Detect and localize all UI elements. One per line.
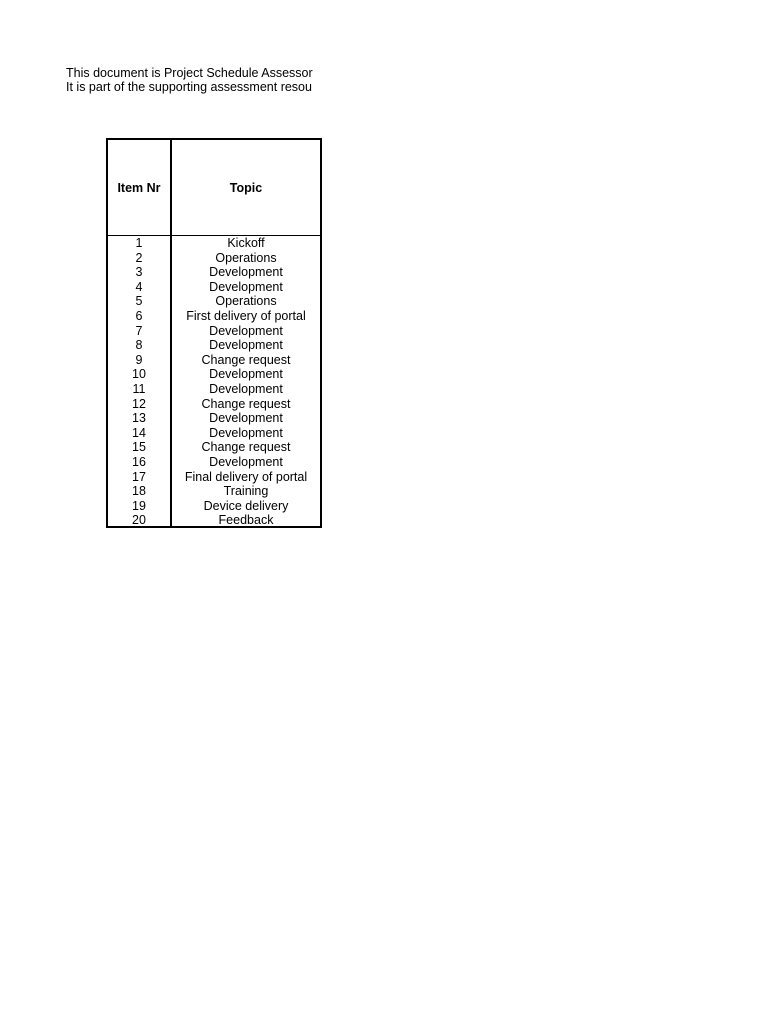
- item-nr-cell: 3: [135, 265, 143, 280]
- topic-cell: Operations: [215, 294, 277, 309]
- item-nr-cell: 2: [135, 250, 143, 265]
- table-row: [108, 455, 320, 470]
- table-row: [108, 324, 320, 339]
- table-row: [108, 513, 320, 528]
- table-body: [108, 236, 320, 528]
- table-row: [108, 353, 320, 368]
- item-nr-cell: 5: [135, 294, 143, 309]
- item-nr-cell: 6: [135, 308, 143, 323]
- topic-cell: Change request: [201, 440, 291, 455]
- item-nr-cell: 9: [135, 352, 143, 367]
- item-nr-cell: 11: [132, 381, 146, 396]
- table-row: [108, 338, 320, 353]
- table-row: [108, 484, 320, 499]
- item-nr-cell: 8: [135, 338, 143, 353]
- topic-cell: First delivery of portal: [186, 308, 306, 323]
- table-row: [108, 397, 320, 412]
- topic-cell: Final delivery of portal: [184, 469, 308, 484]
- table-row: [108, 251, 320, 266]
- item-nr-cell: 17: [132, 469, 146, 484]
- topic-cell: Development: [209, 411, 283, 426]
- item-nr-cell: 19: [132, 498, 146, 513]
- item-nr-cell: 20: [132, 513, 146, 528]
- table-row: [108, 236, 320, 251]
- item-nr-cell: 16: [132, 454, 146, 469]
- table-row: [108, 440, 320, 455]
- topic-cell: Change request: [201, 396, 291, 411]
- topic-cell: Development: [209, 454, 283, 469]
- table-row: [108, 280, 320, 295]
- item-nr-cell: 10: [132, 367, 146, 382]
- topic-cell: Development: [209, 265, 283, 280]
- topic-cell: Training: [223, 484, 269, 499]
- table-row: [108, 265, 320, 280]
- topic-cell: Device delivery: [203, 498, 289, 513]
- header-item-nr: Item Nr: [117, 180, 161, 195]
- topic-cell: Development: [209, 279, 283, 294]
- item-nr-cell: 1: [135, 236, 143, 250]
- table-row: [108, 309, 320, 324]
- topic-cell: Development: [209, 367, 283, 382]
- topic-cell: Development: [209, 381, 283, 396]
- topic-cell: Development: [209, 425, 283, 440]
- item-nr-cell: 14: [132, 425, 146, 440]
- item-nr-cell: 12: [132, 396, 146, 411]
- item-nr-cell: 13: [132, 411, 146, 426]
- topic-cell: Change request: [201, 352, 291, 367]
- schedule-table: [106, 138, 322, 528]
- table-row: [108, 426, 320, 441]
- intro-line-2: It is part of the supporting assessment resou: [66, 80, 312, 94]
- topic-cell: Development: [209, 323, 283, 338]
- item-nr-cell: 15: [132, 440, 146, 455]
- item-nr-cell: 18: [132, 484, 146, 499]
- table-row: [108, 470, 320, 485]
- table-row: [108, 382, 320, 397]
- topic-cell: Operations: [215, 250, 277, 265]
- table-row: [108, 411, 320, 426]
- item-nr-cell: 4: [135, 279, 143, 294]
- table-row: [108, 499, 320, 514]
- topic-cell: Kickoff: [227, 236, 265, 250]
- table-row: [108, 294, 320, 309]
- item-nr-cell: 7: [135, 323, 143, 338]
- intro-line-1: This document is Project Schedule Assessor: [66, 66, 313, 80]
- topic-cell: Development: [209, 338, 283, 353]
- header-topic: Topic: [229, 180, 263, 195]
- table-row: [108, 367, 320, 382]
- topic-cell: Feedback: [218, 513, 274, 528]
